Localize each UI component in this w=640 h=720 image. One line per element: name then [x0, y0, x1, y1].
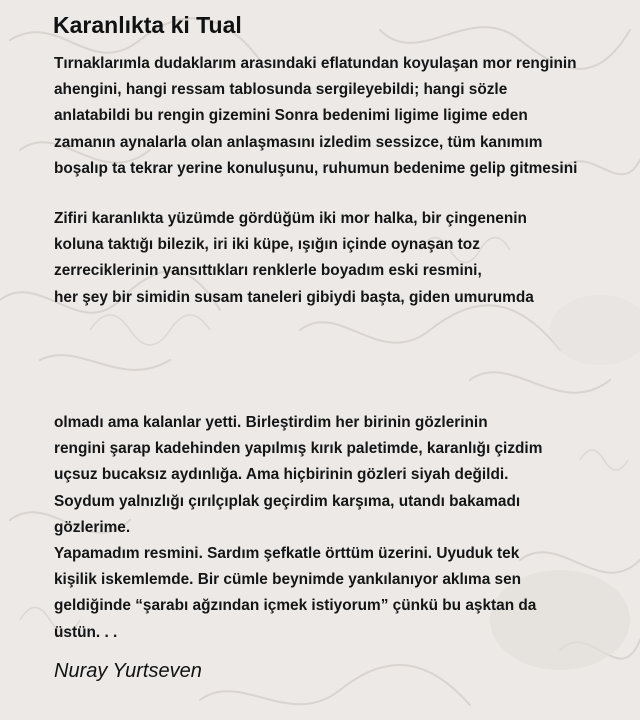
stanza-1 — [54, 51, 624, 182]
poem-line: Zifiri karanlıkta yüzümde gördüğüm iki mor halka, bir çingenenin — [54, 210, 527, 227]
poem-line: gözlerime. — [54, 518, 131, 536]
poem-line: koluna taktığı bilezik, iri iki küpe, ışığın içinde oynaşan toz — [54, 236, 480, 254]
poem-line: rengini şarap kadehinden yapılmış kırık paletimde, karanlığı çizdim — [54, 440, 543, 458]
author-name: Nuray Yurtseven — [54, 660, 202, 682]
stanza-2 — [54, 206, 624, 311]
poem-line: Tırnaklarımla dudaklarım arasındaki eflatundan koyulaşan mor renginin — [54, 55, 577, 72]
poem-line: üstün. . . — [54, 623, 118, 641]
poem-title: Karanlıkta ki Tual — [53, 12, 242, 38]
poem-line: Soydum yalnızlığı çırılçıplak geçirdim karşıma, utandı bakamadı — [54, 492, 521, 510]
poem-line: boşalıp ta tekrar yerine konuluşunu, ruhumun bedenime gelip gitmesini — [54, 159, 578, 177]
poem-line: zerreciklerinin yansıttıkları renklerle boyadım eski resmini, — [54, 262, 482, 280]
poem-line: Yapamadım resmini. Sardım şefkatle örttüm üzerini. Uyuduk tek — [54, 545, 520, 563]
poem-line: ahengini, hangi ressam tablosunda sergileyebildi; hangi sözle — [54, 81, 508, 99]
poem-line: olmadı ama kalanlar yetti. Birleştirdim her birinin gözlerinin — [54, 414, 488, 431]
poem-line: zamanın aynalarla olan anlaşmasını izledim sessizce, tüm kanımım — [54, 133, 543, 151]
poem-line: uçsuz bucaksız aydınlığa. Ama hiçbirinin gözleri siyah değildi. — [54, 466, 509, 484]
poem-line: anlatabildi bu rengin gizemini Sonra bedenimi ligime ligime eden — [54, 107, 528, 125]
poem-line: her şey bir simidin susam taneleri gibiydi başta, giden umurumda — [54, 288, 534, 306]
stanza-3 — [54, 410, 624, 646]
poem-line: geldiğinde “şarabı ağzından içmek istiyorum” çünkü bu aşktan da — [54, 597, 537, 615]
poem-line: kişilik iskemlemde. Bir cümle beynimde yankılanıyor aklıma sen — [54, 571, 522, 589]
